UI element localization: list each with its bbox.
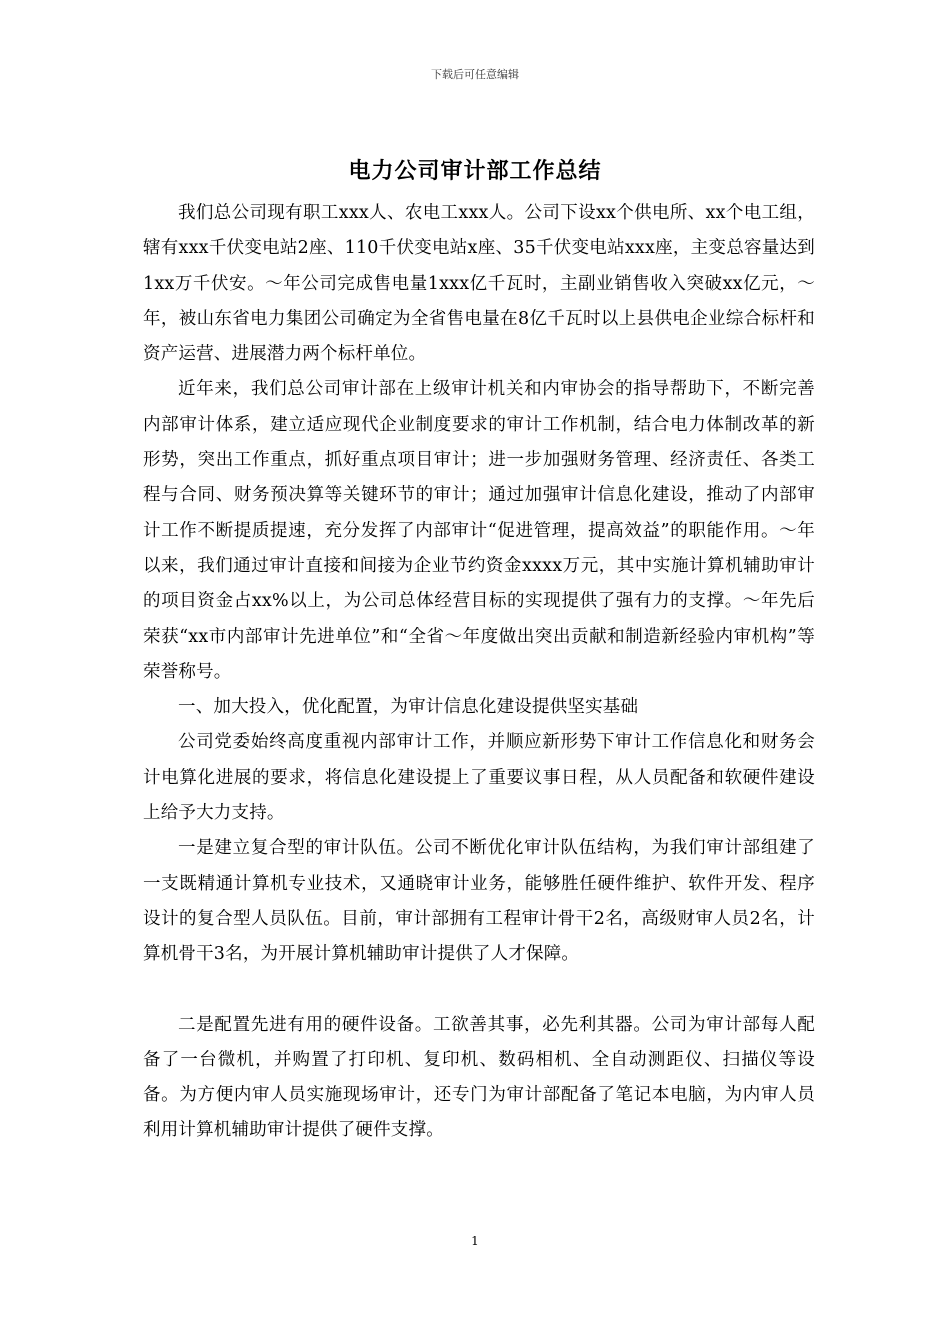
- paragraph-hardware: 二是配置先进有用的硬件设备。工欲善其事，必先利其器。公司为审计部每人配备了一台微机，并购置了打印机、复印机、数码相机、全自动测距仪、扫描仪等设备。为方便内审人员实施现场审计，还专门为审计部配备了笔记本电脑，为内审人员利用计算机辅助审计提供了硬件支撑。: [143, 1014, 815, 1141]
- page-number: 1: [471, 1234, 479, 1248]
- document-title: 电力公司审计部工作总结: [348, 159, 602, 184]
- paragraph-party-support: 公司党委始终高度重视内部审计工作，并顺应新形势下审计工作信息化和财务会计电算化进展的要求，将信息化建设提上了重要议事日程，从人员配备和软硬件建设上给予大力支持。: [143, 732, 815, 824]
- paragraph-audit-achievements: 近年来，我们总公司审计部在上级审计机关和内审协会的指导帮助下，不断完善内部审计体系，建立适应现代企业制度要求的审计工作机制，结合电力体制改革的新形势，突出工作重点，抓好重点项目审计；进一步加强财务管理、经济责任、各类工程与合同、财务预决算等关键环节的审计；通过加强审计信息化建设，推动了内部审计工作不断提质提速，充分发挥了内部审计“促进管理，提高效益”的职能作用。～年以来，我们通过审计直接和间接为企业节约资金xxxx万元，其中实施计算机辅助审计的项目资金占xx%以上，为公司总体经营目标的实现提供了强有力的支撑。～年先后荣获“xx市内部审计先进单位”和“全省～年度做出突出贡献和制造新经验内审机构”等荣誉称号。: [143, 379, 815, 682]
- paragraph-audit-team: 一是建立复合型的审计队伍。公司不断优化审计队伍结构，为我们审计部组建了一支既精通计算机专业技术，又通晓审计业务，能够胜任硬件维护、软件开发、程序设计的复合型人员队伍。目前，审计部拥有工程审计骨干2名，高级财审人员2名，计算机骨干3名，为开展计算机辅助审计提供了人才保障。: [143, 838, 815, 965]
- document-body: [143, 196, 815, 1149]
- paragraph-company-overview: 我们总公司现有职工xxx人、农电工xxx人。公司下设xx个供电所、xx个电工组，辖有xxx千伏变电站2座、110千伏变电站x座、35千伏变电站xxx座，主变总容量达到1xx万千伏安。～年公司完成售电量1xxx亿千瓦时，主副业销售收入突破xx亿元，～年，被山东省电力集团公司确定为全省售电量在8亿千瓦时以上县供电企业综合标杆和资产运营、进展潜力两个标杆单位。: [143, 203, 815, 365]
- page-header-note: 下载后可任意编辑: [431, 68, 519, 81]
- section-heading-investment: 一、加大投入，优化配置，为审计信息化建设提供坚实基础: [178, 697, 639, 718]
